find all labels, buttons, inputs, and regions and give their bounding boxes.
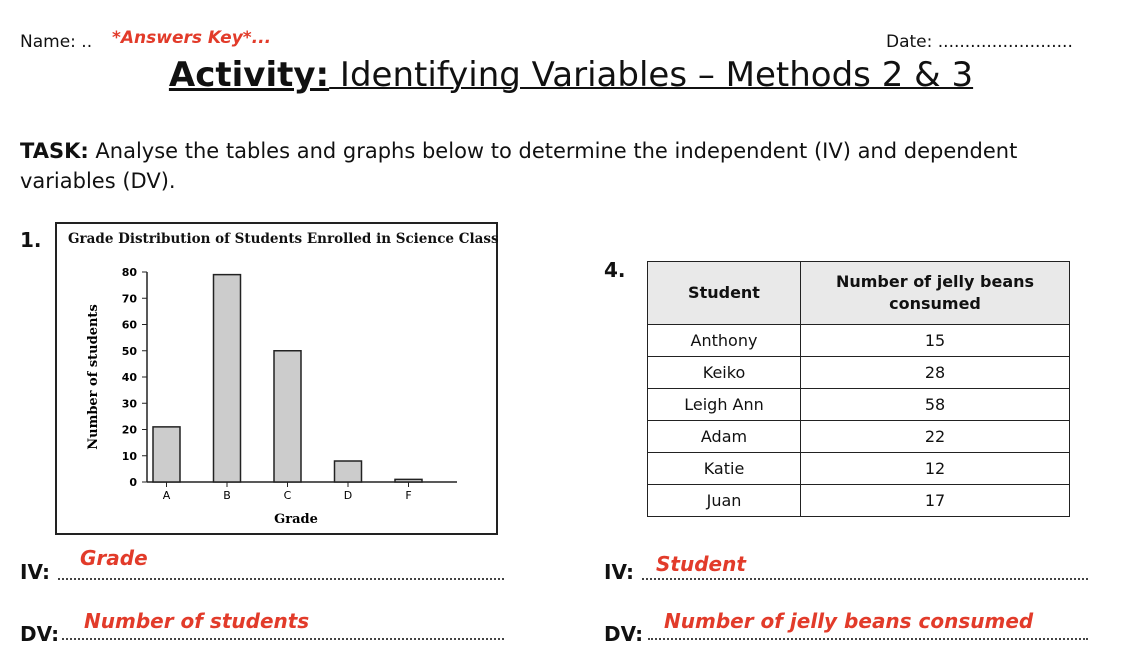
y-tick-label: 50 [121, 344, 137, 358]
title-rest: Identifying Variables – Methods 2 & 3 [329, 55, 974, 95]
question-1-number: 1. [20, 228, 42, 252]
y-tick-label: 60 [121, 318, 137, 332]
y-tick-label: 0 [129, 476, 137, 489]
task-text: Analyse the tables and graphs below to determine the independent (IV) and dependent variables (DV). [20, 139, 1018, 193]
table-row [648, 453, 1070, 485]
bar-d [335, 461, 362, 482]
table-header-jelly-beans: Number of jelly beans consumed [801, 262, 1070, 325]
name-answer: *Answers Key*... [112, 28, 272, 48]
table-cell-student: Leigh Ann [648, 389, 801, 421]
q4-iv-line [642, 578, 1088, 580]
q4-iv-label: IV: [604, 560, 635, 584]
y-tick-label: 70 [121, 292, 137, 306]
jelly-bean-table [647, 261, 1070, 517]
table-cell-jelly-beans: 28 [801, 357, 1070, 389]
y-axis-title: Number of students [86, 304, 101, 450]
task-instructions [20, 136, 1080, 196]
q1-iv-answer: Grade [80, 546, 148, 570]
table-cell-student: Juan [648, 485, 801, 517]
y-tick-label: 40 [121, 371, 137, 384]
y-tick-label: 20 [121, 423, 137, 437]
q4-dv-label: DV: [604, 622, 644, 646]
table-header-row [648, 262, 1070, 325]
q4-dv-line [648, 638, 1088, 640]
y-tick-label: 80 [121, 266, 137, 279]
table-cell-jelly-beans: 12 [801, 453, 1070, 485]
chart-title: Grade Distribution of Students Enrolled in Science Class [68, 231, 499, 247]
date-label: Date: ......................... [886, 32, 1073, 52]
q1-dv-label: DV: [20, 622, 60, 646]
y-tick-label: 30 [121, 397, 137, 411]
x-tick-label: A [162, 489, 171, 502]
table-cell-jelly-beans: 22 [801, 421, 1070, 453]
table-row [648, 389, 1070, 421]
x-tick-label: C [283, 489, 292, 502]
table-cell-student: Katie [648, 453, 801, 485]
x-tick-label: D [343, 489, 353, 502]
q4-dv-answer: Number of jelly beans consumed [664, 609, 1034, 633]
table-row [648, 421, 1070, 453]
bar-f [395, 479, 422, 482]
table-row [648, 357, 1070, 389]
task-label: TASK: [20, 139, 89, 163]
q4-iv-answer: Student [656, 552, 746, 576]
y-tick-label: 10 [121, 449, 137, 463]
table-cell-student: Keiko [648, 357, 801, 389]
table-cell-jelly-beans: 17 [801, 485, 1070, 517]
title-bold: Activity: [168, 55, 330, 95]
table-cell-jelly-beans: 15 [801, 325, 1070, 357]
x-axis-title: Grade [274, 512, 318, 527]
table-header-student: Student [648, 262, 801, 325]
question-4-number: 4. [604, 258, 626, 282]
x-tick-label: F [405, 489, 412, 502]
table-cell-student: Adam [648, 421, 801, 453]
q1-iv-line [58, 578, 504, 580]
table-row [648, 325, 1070, 357]
q1-dv-line [62, 638, 504, 640]
table-cell-student: Anthony [648, 325, 801, 357]
x-tick-label: B [223, 489, 231, 502]
page-title [0, 55, 1142, 95]
name-label: Name: .. [20, 32, 93, 52]
table-row [648, 485, 1070, 517]
bar-chart [55, 222, 498, 535]
bar-b [214, 275, 241, 482]
q1-iv-label: IV: [20, 560, 51, 584]
bar-c [274, 351, 301, 482]
bar-a [153, 427, 180, 482]
q1-dv-answer: Number of students [84, 609, 310, 633]
table-cell-jelly-beans: 58 [801, 389, 1070, 421]
